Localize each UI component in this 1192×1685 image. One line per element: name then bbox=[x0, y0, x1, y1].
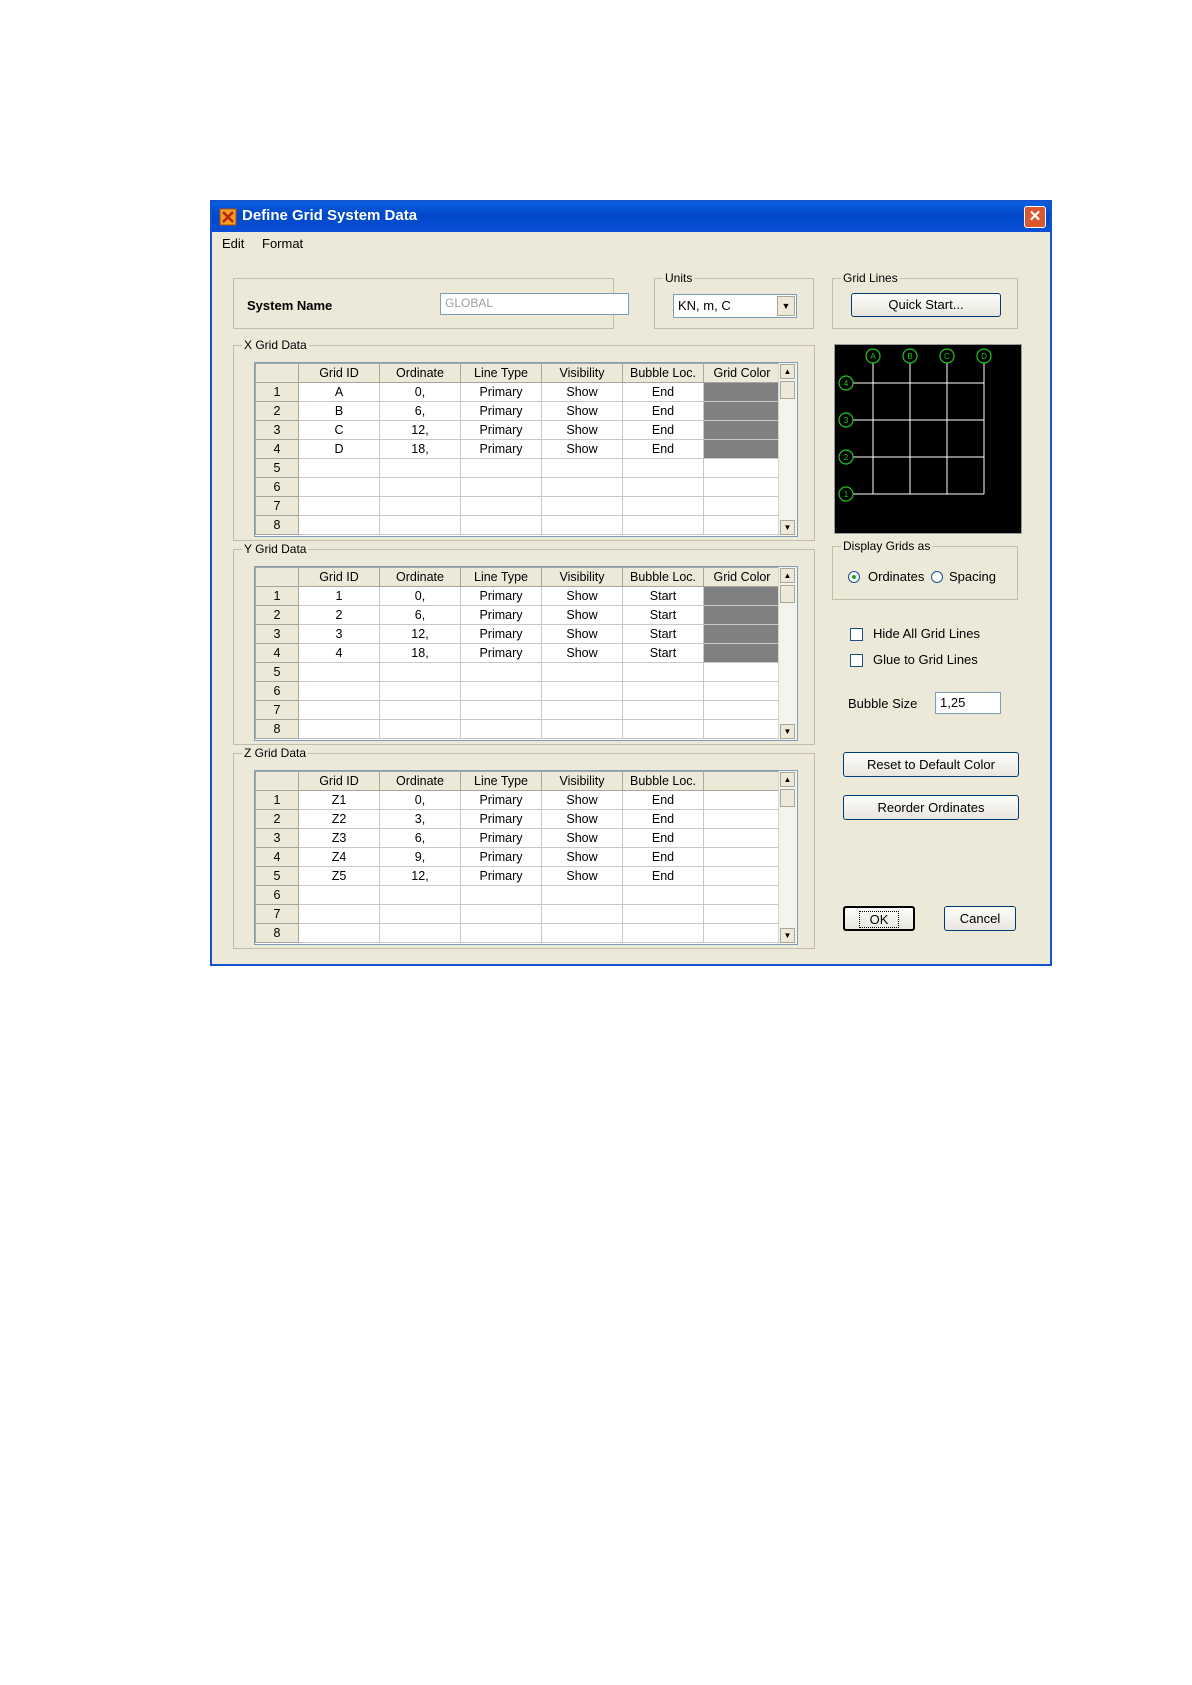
grid-table-body bbox=[255, 363, 781, 535]
grid-cell[interactable]: Z2 bbox=[299, 810, 380, 829]
grid-cell[interactable]: Primary bbox=[461, 829, 542, 848]
grid-cell[interactable]: 6, bbox=[380, 606, 461, 625]
grid-cell[interactable] bbox=[623, 497, 704, 516]
grid-cell[interactable]: 6, bbox=[380, 402, 461, 421]
grid-cell[interactable]: Show bbox=[542, 791, 623, 810]
grid-cell[interactable] bbox=[461, 663, 542, 682]
grid-color-cell[interactable] bbox=[704, 905, 781, 924]
scroll-down-icon[interactable]: ▼ bbox=[780, 928, 795, 943]
grid-cell[interactable]: Start bbox=[623, 587, 704, 606]
grid-cell[interactable]: Z5 bbox=[299, 867, 380, 886]
grid-color-cell[interactable] bbox=[704, 644, 781, 663]
grid-table-body bbox=[255, 771, 781, 943]
grid-cell[interactable]: 18, bbox=[380, 440, 461, 459]
grid-cell[interactable] bbox=[299, 701, 380, 720]
grid-color-cell[interactable] bbox=[704, 663, 781, 682]
scroll-thumb[interactable] bbox=[780, 585, 795, 603]
table-row[interactable] bbox=[256, 383, 781, 402]
grid-cell[interactable]: Show bbox=[542, 421, 623, 440]
x-bubble-label: C bbox=[944, 352, 950, 361]
grid-color-cell[interactable] bbox=[704, 924, 781, 943]
grid-cell[interactable]: Primary bbox=[461, 644, 542, 663]
corner-cell bbox=[256, 772, 299, 791]
grid-cell[interactable] bbox=[380, 701, 461, 720]
grid-cell[interactable]: End bbox=[623, 383, 704, 402]
bubble-size-label: Bubble Size bbox=[848, 696, 918, 711]
units-select[interactable] bbox=[673, 294, 797, 318]
grid-cell[interactable]: 6, bbox=[380, 829, 461, 848]
column-header[interactable]: Bubble Loc. bbox=[623, 772, 704, 791]
grid-cell[interactable]: C bbox=[299, 421, 380, 440]
table-row[interactable] bbox=[256, 682, 781, 701]
grid-cell[interactable]: 12, bbox=[380, 625, 461, 644]
grid-cell[interactable]: Primary bbox=[461, 867, 542, 886]
grid-cell[interactable] bbox=[542, 682, 623, 701]
grid-color-cell[interactable] bbox=[704, 606, 781, 625]
grid-cell[interactable]: Primary bbox=[461, 421, 542, 440]
grid-cell[interactable]: Z4 bbox=[299, 848, 380, 867]
grid-lines-label: Grid Lines bbox=[843, 271, 898, 285]
grid-cell[interactable] bbox=[380, 682, 461, 701]
spacing-radio[interactable] bbox=[931, 571, 943, 583]
grid-cell[interactable] bbox=[299, 924, 380, 943]
grid-cell[interactable]: Primary bbox=[461, 848, 542, 867]
table-row[interactable] bbox=[256, 791, 781, 810]
grid-cell[interactable] bbox=[299, 905, 380, 924]
units-label: Units bbox=[665, 271, 693, 285]
grid-cell[interactable] bbox=[461, 516, 542, 535]
z-grid-group bbox=[233, 746, 815, 949]
table-row[interactable] bbox=[256, 644, 781, 663]
column-header[interactable]: Visibility bbox=[542, 568, 623, 587]
grid-color-cell[interactable] bbox=[704, 587, 781, 606]
grid-cell[interactable]: End bbox=[623, 848, 704, 867]
chevron-down-icon[interactable]: ▼ bbox=[777, 296, 795, 316]
grid-cell[interactable]: Show bbox=[542, 867, 623, 886]
grid-cell[interactable]: End bbox=[623, 440, 704, 459]
y-grid-table[interactable] bbox=[254, 566, 798, 741]
grid-cell[interactable] bbox=[380, 497, 461, 516]
grid-cell[interactable]: B bbox=[299, 402, 380, 421]
table-row[interactable] bbox=[256, 905, 781, 924]
grid-color-cell[interactable] bbox=[704, 497, 781, 516]
grid-color-cell[interactable] bbox=[704, 848, 781, 867]
table-row[interactable] bbox=[256, 663, 781, 682]
row-number[interactable]: 5 bbox=[256, 663, 299, 682]
vertical-scrollbar[interactable] bbox=[778, 363, 797, 536]
table-row[interactable] bbox=[256, 625, 781, 644]
grid-cell[interactable] bbox=[380, 459, 461, 478]
column-header[interactable]: Grid ID bbox=[299, 364, 380, 383]
y-grid-group bbox=[233, 542, 815, 745]
column-header[interactable]: Line Type bbox=[461, 568, 542, 587]
column-header[interactable]: Grid Color bbox=[704, 364, 781, 383]
grid-cell[interactable] bbox=[299, 682, 380, 701]
hide-all-grid-lines-label: Hide All Grid Lines bbox=[873, 626, 980, 641]
grid-cell[interactable]: Start bbox=[623, 625, 704, 644]
glue-to-grid-lines-checkbox[interactable] bbox=[850, 654, 863, 667]
column-header[interactable]: Grid ID bbox=[299, 568, 380, 587]
grid-cell[interactable]: Primary bbox=[461, 587, 542, 606]
grid-cell[interactable] bbox=[623, 701, 704, 720]
y-bubble-label: 4 bbox=[843, 379, 849, 388]
grid-cell[interactable] bbox=[380, 886, 461, 905]
row-number[interactable]: 4 bbox=[256, 848, 299, 867]
grid-cell[interactable] bbox=[299, 663, 380, 682]
grid-cell[interactable]: Show bbox=[542, 402, 623, 421]
grid-cell[interactable]: 4 bbox=[299, 644, 380, 663]
grid-color-cell[interactable] bbox=[704, 886, 781, 905]
grid-cell[interactable]: Start bbox=[623, 606, 704, 625]
column-header[interactable]: Ordinate bbox=[380, 772, 461, 791]
grid-cell[interactable] bbox=[380, 516, 461, 535]
system-name-field[interactable]: GLOBAL bbox=[440, 293, 629, 315]
window-title: Define Grid System Data bbox=[242, 207, 418, 224]
table-row[interactable] bbox=[256, 459, 781, 478]
grid-cell[interactable] bbox=[542, 720, 623, 739]
grid-color-cell[interactable] bbox=[704, 383, 781, 402]
x-bubble-label: A bbox=[870, 352, 876, 361]
table-row[interactable] bbox=[256, 886, 781, 905]
display-grids-group bbox=[832, 539, 1018, 600]
z-grid-label: Z Grid Data bbox=[244, 746, 307, 760]
display-grids-label: Display Grids as bbox=[843, 539, 931, 553]
x-grid-label: X Grid Data bbox=[244, 338, 307, 352]
grid-cell[interactable]: End bbox=[623, 810, 704, 829]
grid-cell[interactable]: Show bbox=[542, 810, 623, 829]
grid-cell[interactable]: Z3 bbox=[299, 829, 380, 848]
grid-color-cell[interactable] bbox=[704, 478, 781, 497]
grid-cell[interactable]: End bbox=[623, 829, 704, 848]
grid-cell[interactable]: Start bbox=[623, 644, 704, 663]
corner-cell bbox=[256, 364, 299, 383]
grid-cell[interactable] bbox=[461, 459, 542, 478]
grid-cell[interactable]: 12, bbox=[380, 867, 461, 886]
hide-all-grid-lines-checkbox[interactable] bbox=[850, 628, 863, 641]
grid-cell[interactable] bbox=[461, 478, 542, 497]
row-number[interactable]: 1 bbox=[256, 383, 299, 402]
table-row[interactable] bbox=[256, 440, 781, 459]
grid-cell[interactable]: Show bbox=[542, 848, 623, 867]
grid-cell[interactable]: Show bbox=[542, 383, 623, 402]
grid-cell[interactable] bbox=[461, 701, 542, 720]
ok-button[interactable] bbox=[843, 906, 915, 931]
corner-cell bbox=[256, 568, 299, 587]
grid-cell[interactable]: Show bbox=[542, 587, 623, 606]
table-row[interactable] bbox=[256, 516, 781, 535]
grid-cell[interactable]: 0, bbox=[380, 383, 461, 402]
row-number[interactable]: 7 bbox=[256, 701, 299, 720]
row-number[interactable]: 3 bbox=[256, 829, 299, 848]
grid-cell[interactable]: Primary bbox=[461, 606, 542, 625]
system-name-label: System Name bbox=[247, 298, 333, 313]
grid-cell[interactable]: 3, bbox=[380, 810, 461, 829]
grid-cell[interactable]: A bbox=[299, 383, 380, 402]
column-header[interactable]: Bubble Loc. bbox=[623, 364, 704, 383]
grid-cell[interactable]: End bbox=[623, 402, 704, 421]
grid-color-cell[interactable] bbox=[704, 682, 781, 701]
scroll-thumb[interactable] bbox=[780, 789, 795, 807]
grid-cell[interactable] bbox=[623, 905, 704, 924]
grid-cell[interactable] bbox=[542, 924, 623, 943]
grid-cell[interactable]: Show bbox=[542, 440, 623, 459]
grid-cell[interactable] bbox=[461, 924, 542, 943]
grid-cell[interactable] bbox=[623, 516, 704, 535]
row-number[interactable]: 7 bbox=[256, 905, 299, 924]
grid-cell[interactable] bbox=[299, 516, 380, 535]
grid-color-cell[interactable] bbox=[704, 421, 781, 440]
y-grid-label: Y Grid Data bbox=[244, 542, 307, 556]
row-number[interactable]: 1 bbox=[256, 791, 299, 810]
grid-color-cell[interactable] bbox=[704, 701, 781, 720]
row-number[interactable]: 2 bbox=[256, 606, 299, 625]
table-row[interactable] bbox=[256, 478, 781, 497]
grid-cell[interactable] bbox=[623, 720, 704, 739]
row-number[interactable]: 7 bbox=[256, 497, 299, 516]
grid-cell[interactable] bbox=[623, 459, 704, 478]
grid-cell[interactable]: 1 bbox=[299, 587, 380, 606]
table-row[interactable] bbox=[256, 497, 781, 516]
row-number[interactable]: 8 bbox=[256, 924, 299, 943]
grid-cell[interactable] bbox=[623, 663, 704, 682]
grid-preview-drawing bbox=[835, 345, 1021, 533]
column-header[interactable]: Visibility bbox=[542, 364, 623, 383]
column-header[interactable]: Visibility bbox=[542, 772, 623, 791]
grid-cell[interactable] bbox=[542, 663, 623, 682]
table-row[interactable] bbox=[256, 421, 781, 440]
bubble-size-field[interactable]: 1,25 bbox=[935, 692, 1001, 714]
grid-cell[interactable] bbox=[623, 682, 704, 701]
y-bubble-label: 3 bbox=[843, 416, 849, 425]
spacing-label: Spacing bbox=[949, 569, 996, 584]
table-row[interactable] bbox=[256, 606, 781, 625]
grid-cell[interactable] bbox=[380, 663, 461, 682]
grid-cell[interactable] bbox=[299, 459, 380, 478]
grid-cell[interactable] bbox=[299, 886, 380, 905]
scroll-up-icon[interactable]: ▲ bbox=[780, 568, 795, 583]
grid-cell[interactable]: Show bbox=[542, 606, 623, 625]
column-header[interactable]: Grid Color bbox=[704, 568, 781, 587]
scroll-up-icon[interactable]: ▲ bbox=[780, 772, 795, 787]
grid-cell[interactable]: 2 bbox=[299, 606, 380, 625]
close-button[interactable]: ✕ bbox=[1024, 206, 1046, 228]
grid-cell[interactable]: D bbox=[299, 440, 380, 459]
x-grid-table[interactable] bbox=[254, 362, 798, 537]
grid-cell[interactable] bbox=[542, 516, 623, 535]
units-group bbox=[654, 271, 814, 329]
scroll-thumb[interactable] bbox=[780, 381, 795, 399]
grid-cell[interactable]: End bbox=[623, 867, 704, 886]
table-row[interactable] bbox=[256, 720, 781, 739]
grid-cell[interactable] bbox=[380, 720, 461, 739]
grid-cell[interactable] bbox=[461, 497, 542, 516]
column-header[interactable]: Ordinate bbox=[380, 568, 461, 587]
grid-cell[interactable]: End bbox=[623, 791, 704, 810]
quick-start-button[interactable]: Quick Start... bbox=[851, 293, 1001, 317]
grid-cell[interactable]: 3 bbox=[299, 625, 380, 644]
grid-cell[interactable]: Primary bbox=[461, 791, 542, 810]
grid-cell[interactable]: 18, bbox=[380, 644, 461, 663]
grid-cell[interactable] bbox=[542, 459, 623, 478]
glue-to-grid-lines-label: Glue to Grid Lines bbox=[873, 652, 978, 667]
column-header[interactable]: Ordinate bbox=[380, 364, 461, 383]
table-row[interactable] bbox=[256, 924, 781, 943]
ok-label: OK bbox=[859, 911, 900, 928]
row-number[interactable]: 3 bbox=[256, 421, 299, 440]
system-name-group bbox=[233, 278, 614, 329]
row-number[interactable]: 5 bbox=[256, 459, 299, 478]
grid-table-body bbox=[255, 567, 781, 739]
grid-cell[interactable]: Primary bbox=[461, 383, 542, 402]
vertical-scrollbar[interactable] bbox=[778, 567, 797, 740]
z-grid-table[interactable] bbox=[254, 770, 798, 945]
vertical-scrollbar[interactable] bbox=[778, 771, 797, 944]
grid-cell[interactable] bbox=[461, 720, 542, 739]
grid-cell[interactable] bbox=[299, 720, 380, 739]
grid-cell[interactable]: Primary bbox=[461, 625, 542, 644]
scroll-down-icon[interactable]: ▼ bbox=[780, 520, 795, 535]
cancel-button[interactable]: Cancel bbox=[944, 906, 1016, 931]
grid-color-cell[interactable] bbox=[704, 516, 781, 535]
table-row[interactable] bbox=[256, 701, 781, 720]
grid-color-cell[interactable] bbox=[704, 459, 781, 478]
column-header[interactable]: Bubble Loc. bbox=[623, 568, 704, 587]
ordinates-label: Ordinates bbox=[868, 569, 925, 584]
scroll-up-icon[interactable]: ▲ bbox=[780, 364, 795, 379]
grid-color-cell[interactable] bbox=[704, 402, 781, 421]
grid-cell[interactable] bbox=[623, 924, 704, 943]
grid-color-cell[interactable] bbox=[704, 440, 781, 459]
grid-cell[interactable] bbox=[542, 701, 623, 720]
grid-preview bbox=[834, 344, 1022, 534]
row-number[interactable]: 6 bbox=[256, 886, 299, 905]
grid-cell[interactable] bbox=[299, 497, 380, 516]
app-icon bbox=[219, 208, 237, 226]
column-header[interactable]: Grid ID bbox=[299, 772, 380, 791]
grid-cell[interactable]: 9, bbox=[380, 848, 461, 867]
menu-bar bbox=[212, 233, 1050, 255]
row-number[interactable]: 2 bbox=[256, 402, 299, 421]
row-number[interactable]: 3 bbox=[256, 625, 299, 644]
grid-cell[interactable] bbox=[299, 478, 380, 497]
grid-color-cell[interactable] bbox=[704, 720, 781, 739]
reset-default-color-button[interactable]: Reset to Default Color bbox=[843, 752, 1019, 777]
grid-cell[interactable]: End bbox=[623, 421, 704, 440]
x-bubble-label: B bbox=[907, 352, 913, 361]
grid-color-cell[interactable] bbox=[704, 625, 781, 644]
grid-cell[interactable]: Show bbox=[542, 644, 623, 663]
row-number[interactable]: 2 bbox=[256, 810, 299, 829]
grid-cell[interactable] bbox=[380, 478, 461, 497]
column-header[interactable] bbox=[704, 772, 781, 791]
row-number[interactable]: 8 bbox=[256, 516, 299, 535]
grid-cell[interactable] bbox=[461, 886, 542, 905]
reorder-ordinates-button[interactable]: Reorder Ordinates bbox=[843, 795, 1019, 820]
table-row[interactable] bbox=[256, 810, 781, 829]
define-grid-dialog bbox=[210, 200, 1052, 966]
grid-cell[interactable]: 12, bbox=[380, 421, 461, 440]
menu-edit[interactable]: Edit bbox=[222, 236, 245, 251]
grid-cell[interactable] bbox=[380, 924, 461, 943]
row-number[interactable]: 6 bbox=[256, 478, 299, 497]
grid-cell[interactable]: 0, bbox=[380, 587, 461, 606]
grid-cell[interactable] bbox=[461, 905, 542, 924]
grid-cell[interactable] bbox=[542, 478, 623, 497]
grid-lines-group bbox=[832, 271, 1018, 329]
scroll-down-icon[interactable]: ▼ bbox=[780, 724, 795, 739]
grid-color-cell[interactable] bbox=[704, 867, 781, 886]
row-number[interactable]: 4 bbox=[256, 440, 299, 459]
grid-color-cell[interactable] bbox=[704, 810, 781, 829]
column-header[interactable]: Line Type bbox=[461, 772, 542, 791]
grid-cell[interactable]: Show bbox=[542, 625, 623, 644]
grid-cell[interactable] bbox=[542, 886, 623, 905]
y-bubble-label: 2 bbox=[843, 453, 849, 462]
table-row[interactable] bbox=[256, 587, 781, 606]
grid-cell[interactable]: Show bbox=[542, 829, 623, 848]
menu-format[interactable]: Format bbox=[262, 236, 304, 251]
grid-cell[interactable]: 0, bbox=[380, 791, 461, 810]
y-bubble-label: 1 bbox=[843, 490, 849, 499]
title-bar bbox=[212, 202, 1050, 232]
grid-cell[interactable] bbox=[542, 905, 623, 924]
grid-cell[interactable]: Z1 bbox=[299, 791, 380, 810]
grid-cell[interactable]: Primary bbox=[461, 440, 542, 459]
x-bubble-label: D bbox=[981, 352, 987, 361]
grid-cell[interactable] bbox=[461, 682, 542, 701]
units-value: KN, m, C bbox=[678, 298, 731, 313]
grid-cell[interactable] bbox=[542, 497, 623, 516]
table-row[interactable] bbox=[256, 848, 781, 867]
row-number[interactable]: 4 bbox=[256, 644, 299, 663]
grid-cell[interactable]: Primary bbox=[461, 402, 542, 421]
grid-cell[interactable] bbox=[623, 886, 704, 905]
table-row[interactable] bbox=[256, 402, 781, 421]
grid-color-cell[interactable] bbox=[704, 829, 781, 848]
x-grid-group bbox=[233, 338, 815, 541]
row-number[interactable]: 6 bbox=[256, 682, 299, 701]
ordinates-radio[interactable] bbox=[848, 571, 860, 583]
grid-cell[interactable] bbox=[623, 478, 704, 497]
table-row[interactable] bbox=[256, 829, 781, 848]
grid-cell[interactable]: Primary bbox=[461, 810, 542, 829]
column-header[interactable]: Line Type bbox=[461, 364, 542, 383]
row-number[interactable]: 5 bbox=[256, 867, 299, 886]
row-number[interactable]: 1 bbox=[256, 587, 299, 606]
grid-color-cell[interactable] bbox=[704, 791, 781, 810]
row-number[interactable]: 8 bbox=[256, 720, 299, 739]
table-row[interactable] bbox=[256, 867, 781, 886]
grid-cell[interactable] bbox=[380, 905, 461, 924]
